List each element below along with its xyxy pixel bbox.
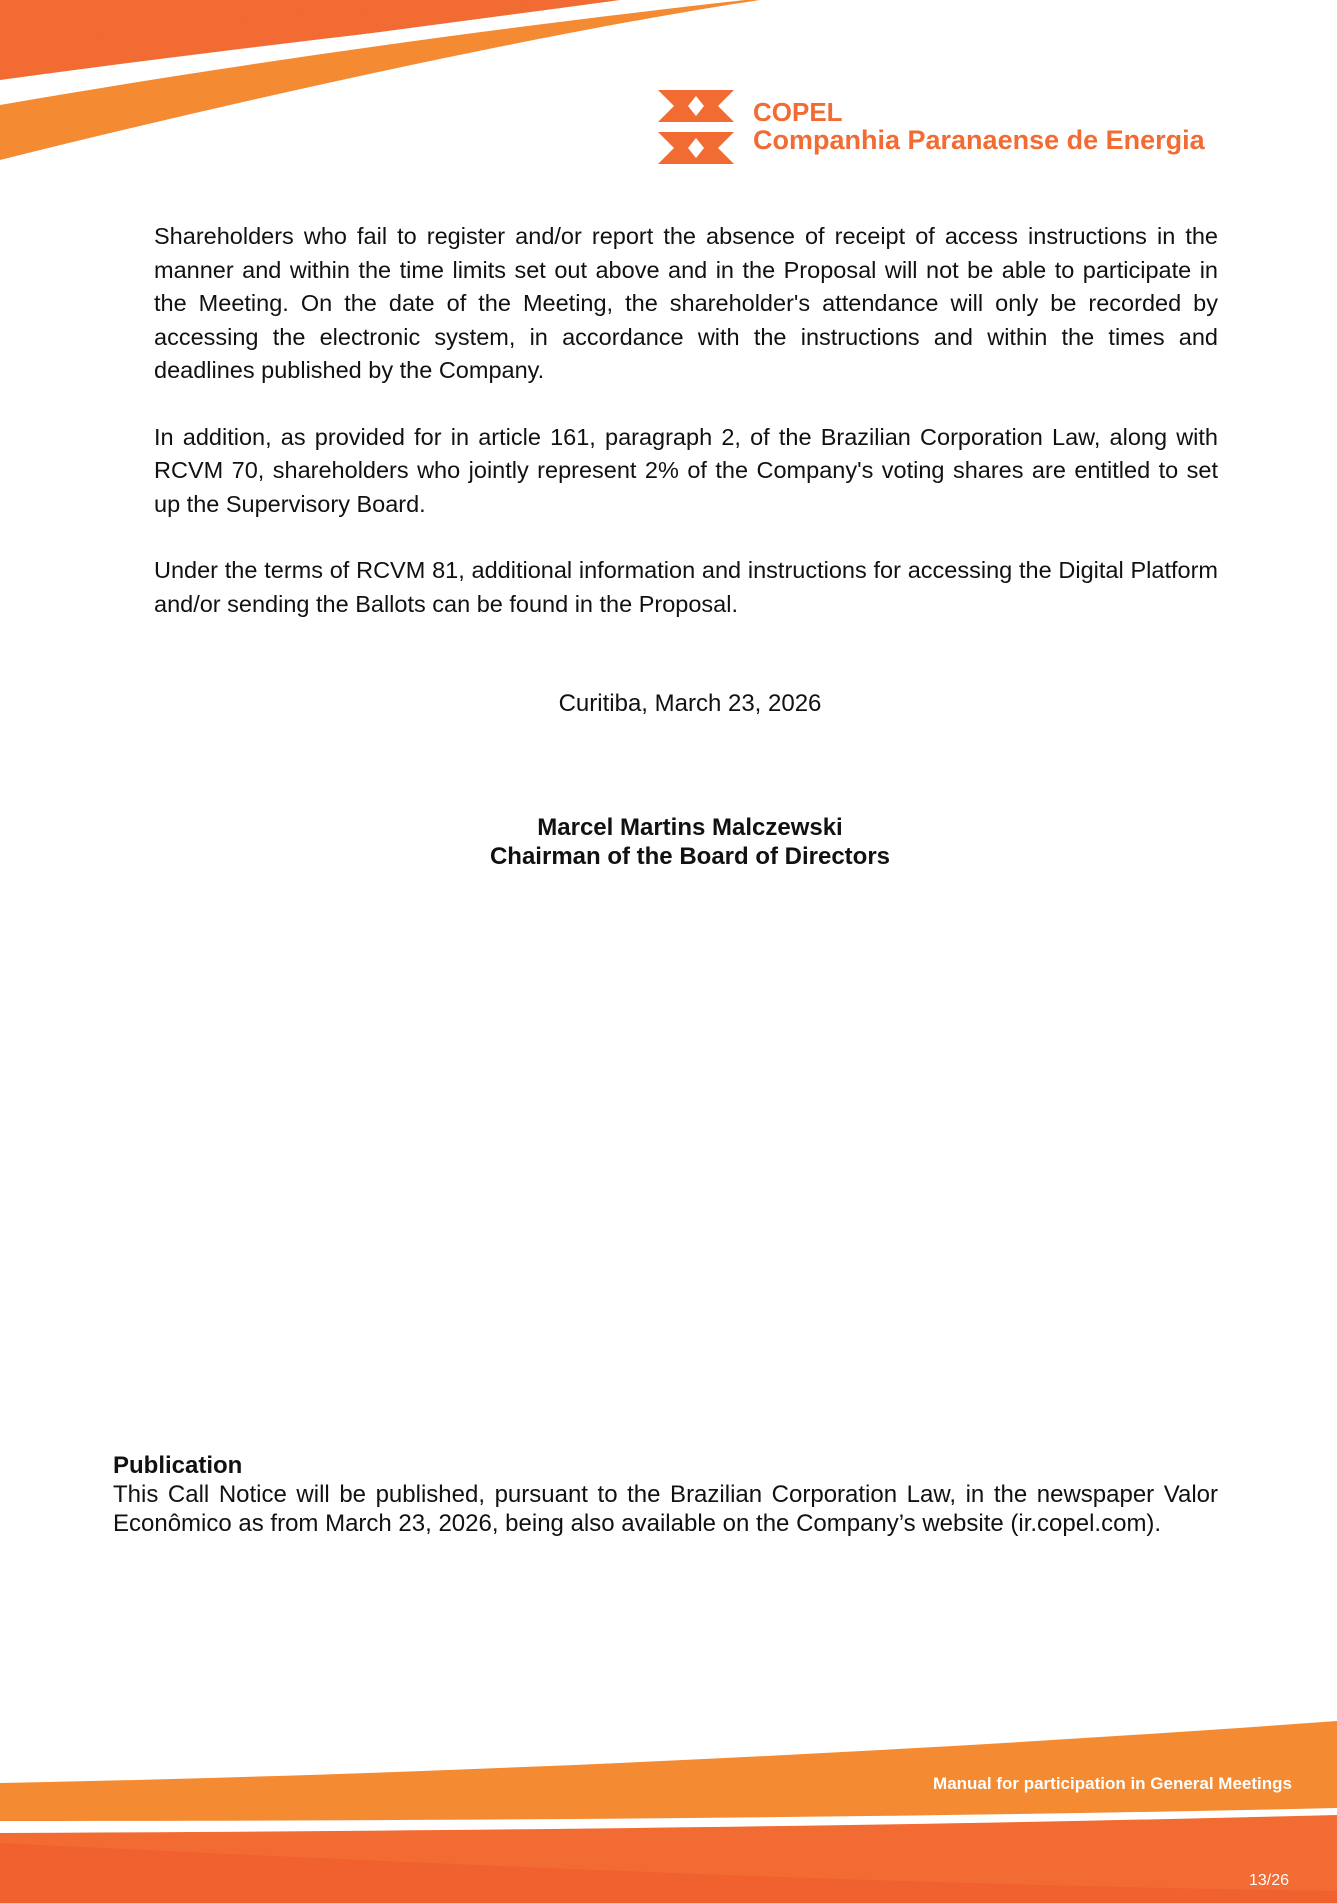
document-date: Curitiba, March 23, 2026	[558, 690, 822, 717]
copel-logo-icon	[658, 90, 734, 164]
logo-full-name: Companhia Paranaense de Energia	[753, 125, 1205, 156]
body-text	[154, 220, 1218, 654]
signatory-name: Marcel Martins Malczewski	[537, 814, 843, 841]
publication-text: This Call Notice will be published, pursuant to the Brazilian Corporation Law, in the newspaper Valor Econômico as from March 23, 2026, being also available on the Company’s website (ir.copel.com).	[113, 1481, 1218, 1537]
publication-section	[113, 1451, 1218, 1538]
copel-logo	[658, 90, 1205, 164]
page-number: 13/26	[1248, 1872, 1289, 1889]
signature-block	[0, 813, 1337, 871]
paragraph-rcvm81: Under the terms of RCVM 81, additional information and instructions for accessing the Digital Platform and/or sending the Ballots can be found in the Proposal.	[154, 557, 1218, 617]
footer-manual-title: Manual for participation in General Meetings	[933, 1774, 1292, 1793]
paragraph-registration: Shareholders who fail to register and/or report the absence of receipt of access instructions in the manner and within the time limits set out above and in the Proposal will not be able to participate in the Meeting. On the date of the Meeting, the shareholder's attendance will only be recorded by accessing the electronic system, in accordance with the instructions and within the times and deadlines published by the Company.	[154, 223, 1218, 383]
publication-title: Publication	[113, 1452, 243, 1479]
logo-name: COPEL	[753, 96, 843, 127]
paragraph-supervisory-board: In addition, as provided for in article 161, paragraph 2, of the Brazilian Corporation Law, along with RCVM 70, shareholders who jointly represent 2% of the Company's voting shares are entitled to set up the Supervisory Board.	[154, 423, 1218, 517]
footer-band	[0, 1703, 1337, 1903]
signatory-title: Chairman of the Board of Directors	[489, 843, 891, 870]
